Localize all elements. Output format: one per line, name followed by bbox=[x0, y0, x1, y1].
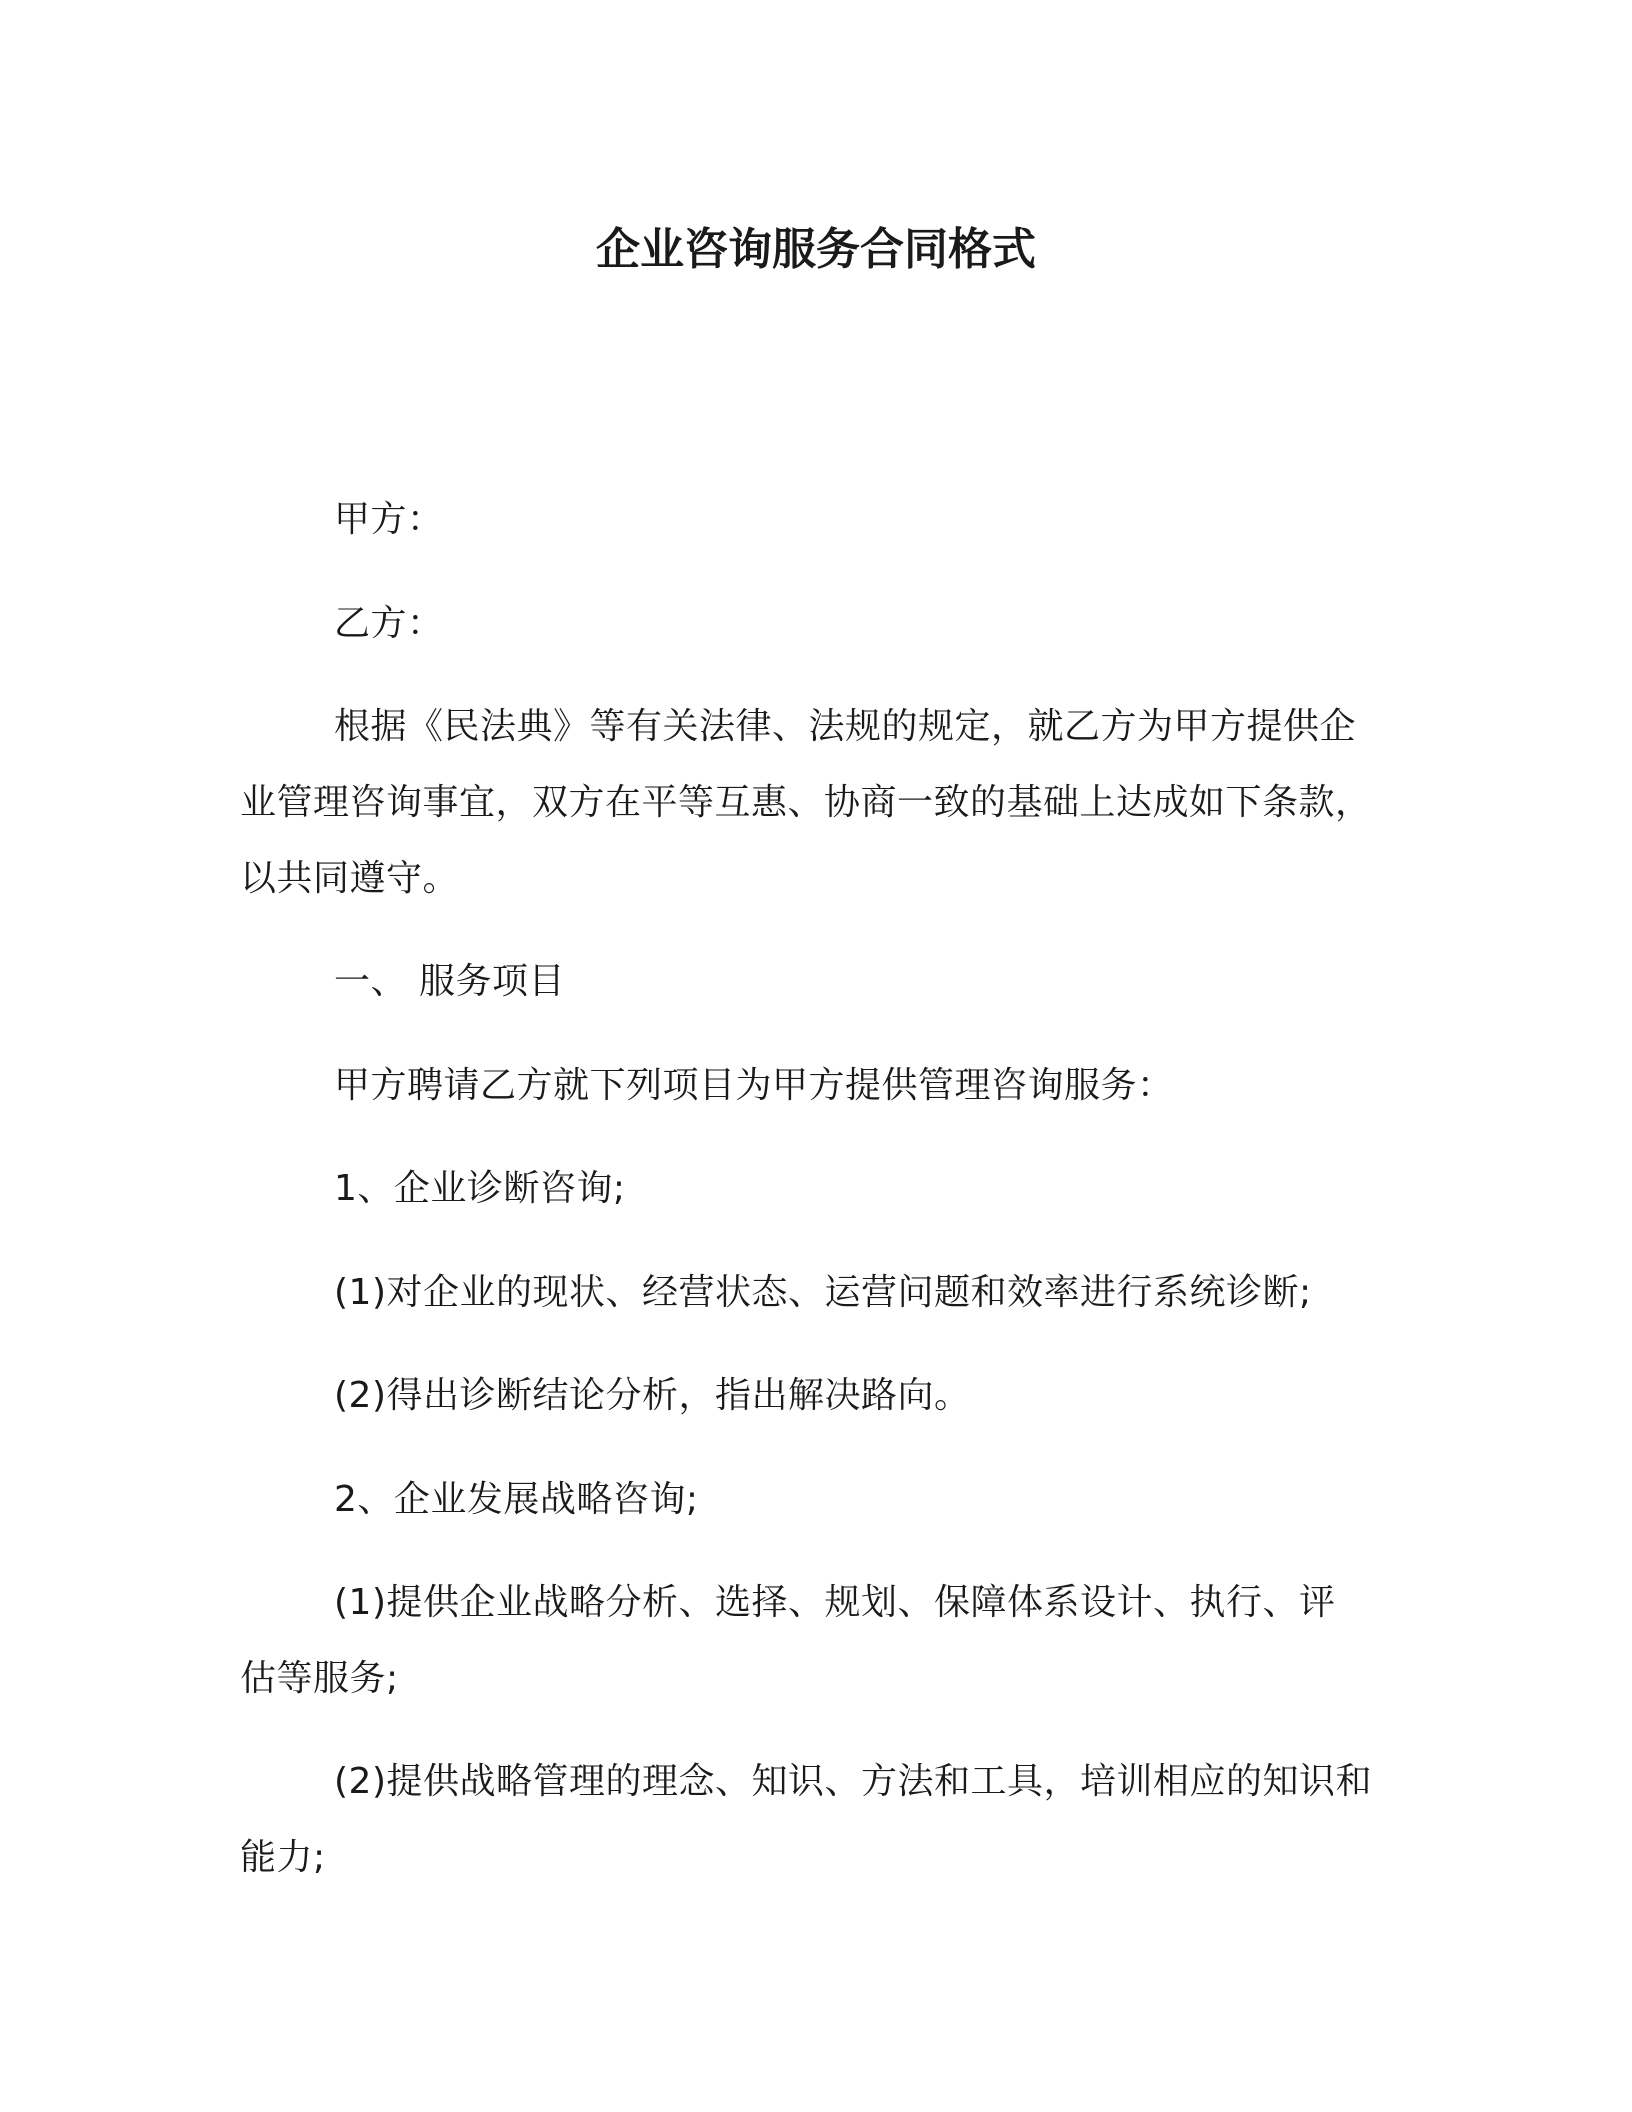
preamble-line-3: 以共同遵守。 bbox=[240, 858, 460, 899]
item-1-sub-2: (2)得出诊断结论分析，指出解决路向。 bbox=[334, 1375, 971, 1416]
document-title: 企业咨询服务合同格式 bbox=[596, 224, 1036, 275]
section-1-heading: 一、 服务项目 bbox=[334, 961, 565, 1002]
item-2-title: 2、企业发展战略咨询; bbox=[334, 1479, 699, 1520]
item-2-sub-1-line-1: (1)提供企业战略分析、选择、规划、保障体系设计、执行、评 bbox=[334, 1582, 1336, 1623]
party-a-label: 甲方： bbox=[334, 499, 444, 540]
item-1-sub-1: (1)对企业的现状、经营状态、运营问题和效率进行系统诊断; bbox=[334, 1272, 1312, 1313]
preamble-line-2: 业管理咨询事宜，双方在平等互惠、协商一致的基础上达成如下条款， bbox=[240, 782, 1372, 823]
item-1-title: 1、企业诊断咨询; bbox=[334, 1168, 626, 1209]
section-1-intro: 甲方聘请乙方就下列项目为甲方提供管理咨询服务： bbox=[334, 1065, 1174, 1106]
party-b-label: 乙方： bbox=[334, 603, 444, 644]
item-2-sub-2-line-1: (2)提供战略管理的理念、知识、方法和工具，培训相应的知识和 bbox=[334, 1761, 1372, 1802]
preamble-line-1: 根据《民法典》等有关法律、法规的规定，就乙方为甲方提供企 bbox=[334, 706, 1357, 747]
item-2-sub-2-line-2: 能力; bbox=[240, 1837, 326, 1878]
item-2-sub-1-line-2: 估等服务; bbox=[240, 1658, 399, 1699]
